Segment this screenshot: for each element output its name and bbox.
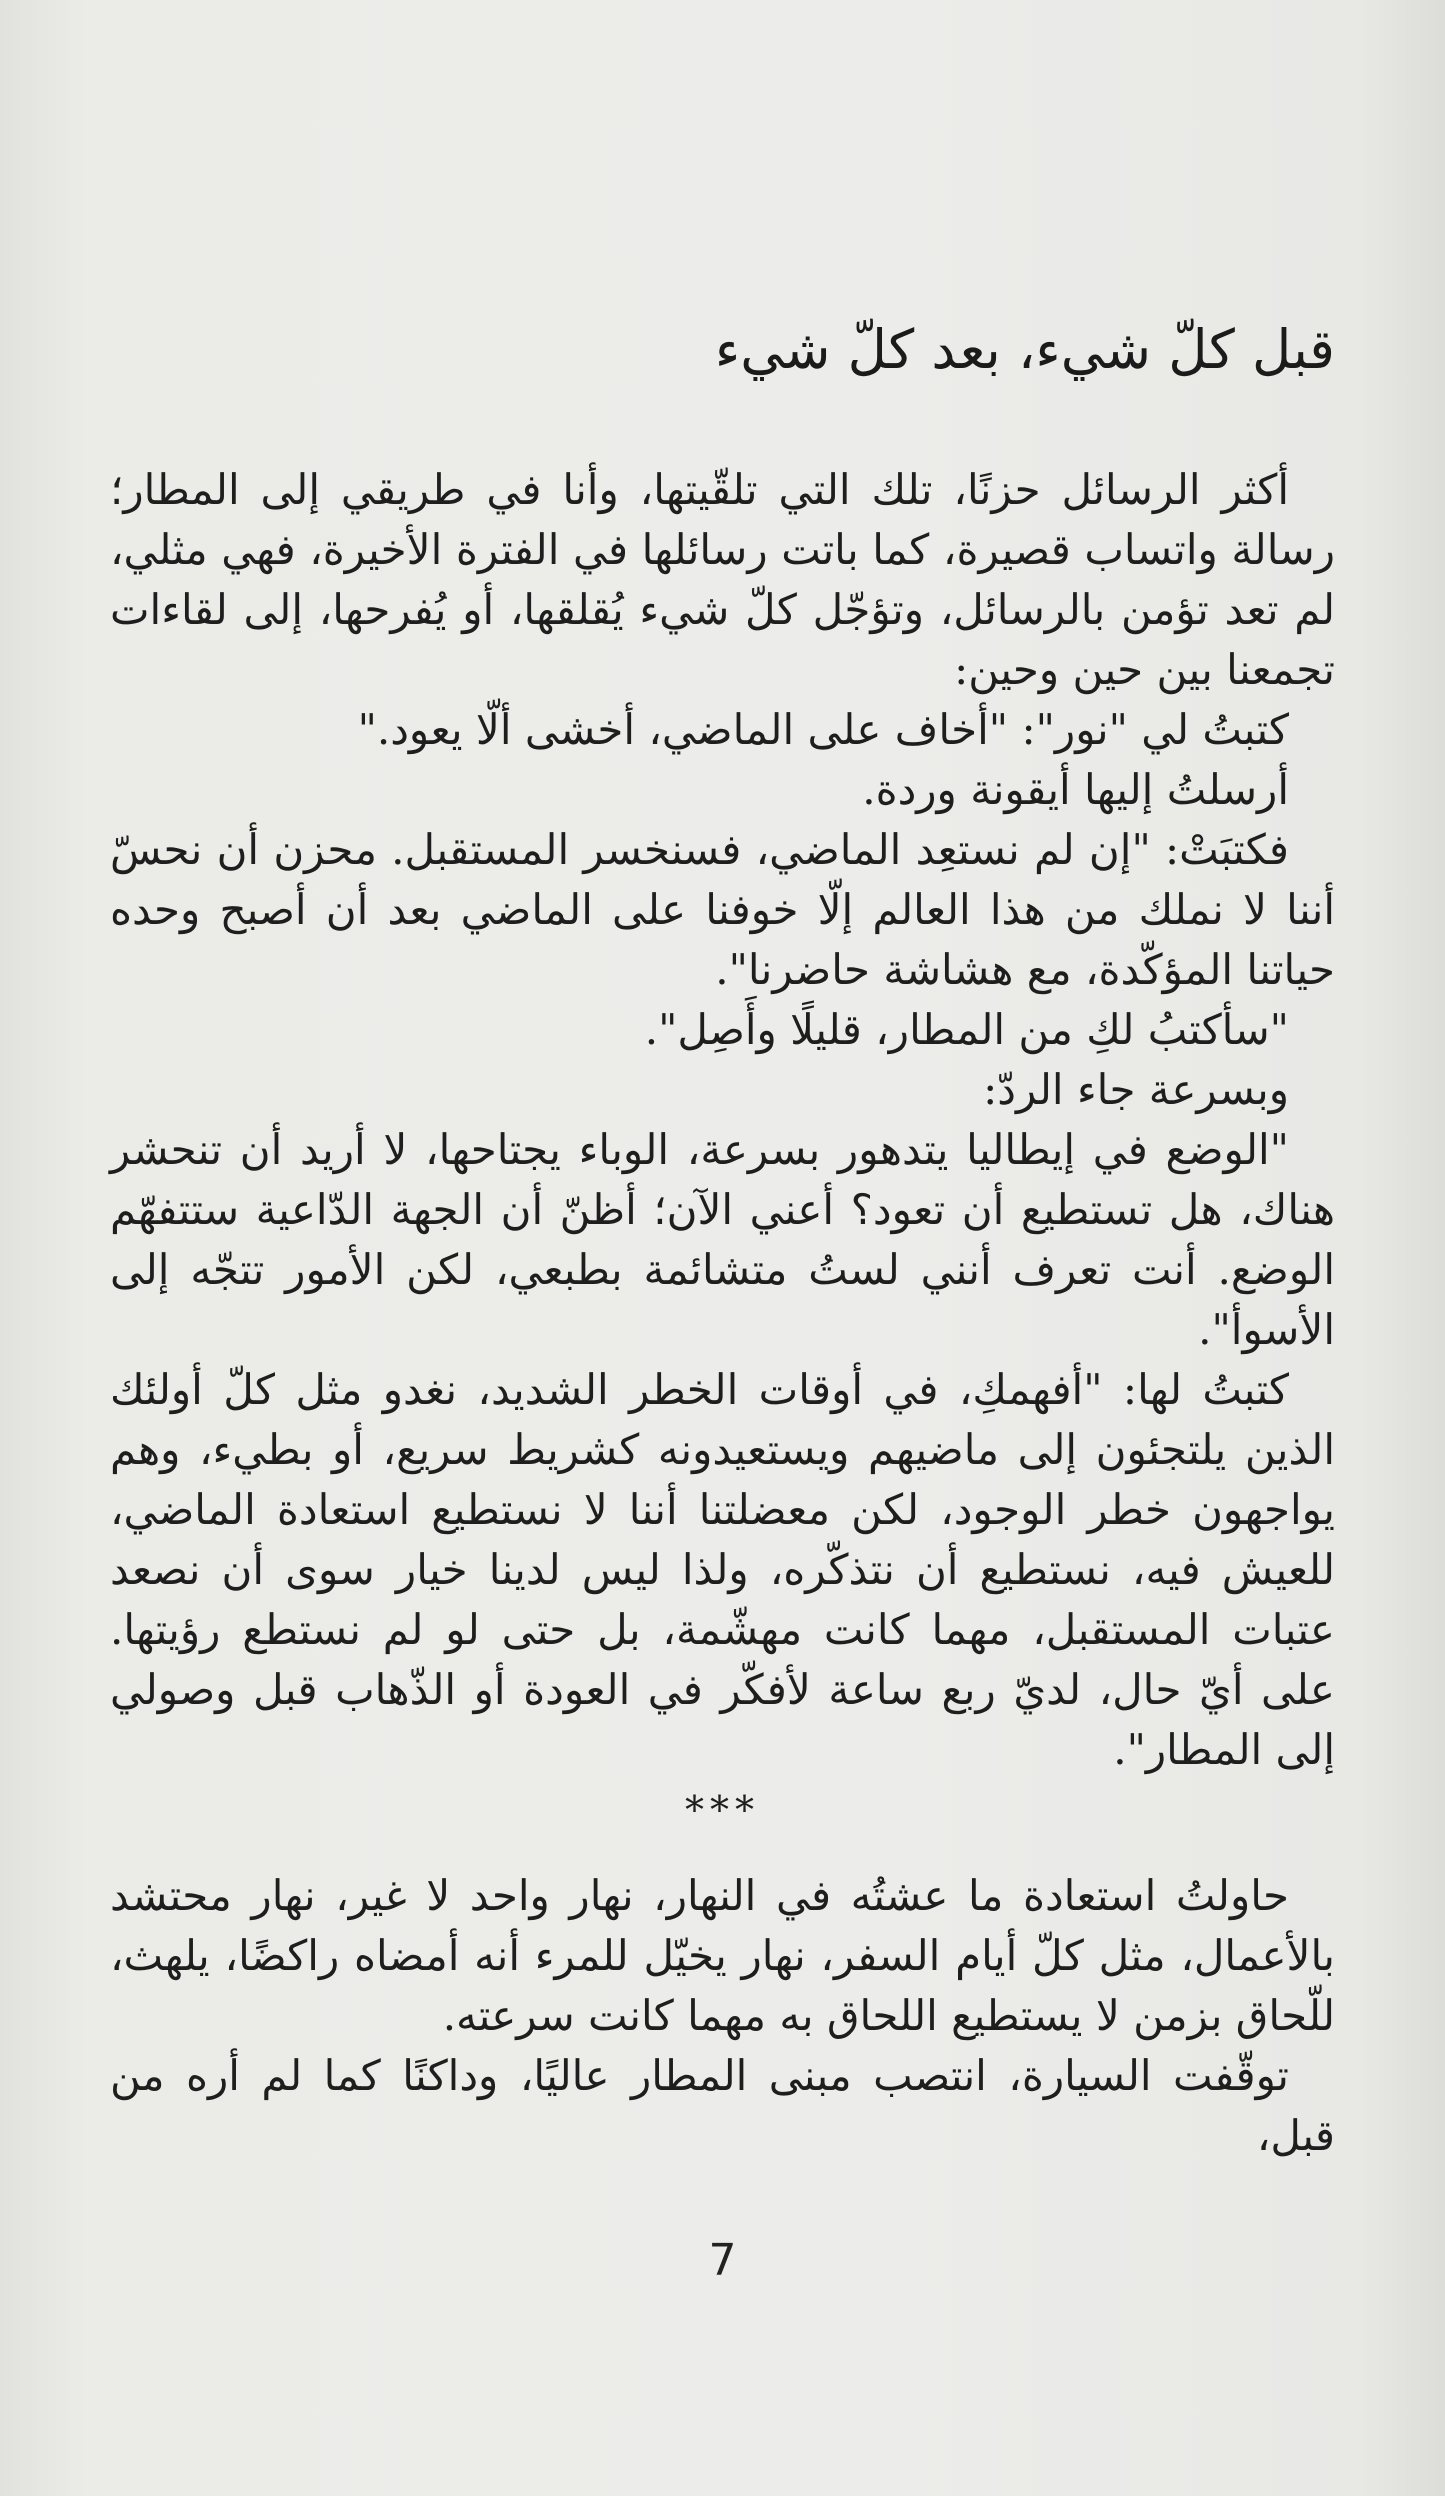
chapter-title: قبل كلّ شيء، بعد كلّ شيء bbox=[714, 318, 1335, 381]
paragraph-nour-message: كتبتُ لي "نور": "أخاف على الماضي، أخشى ألّا يعود." bbox=[357, 705, 1289, 754]
paragraph-intro: أكثر الرسائل حزنًا، تلك التي تلقّيتها، وأنا في طريقي إلى المطار؛ رسالة واتساب قصيرة، كما باتت رسائلها في الفترة الأخيرة، فهي مثلي، لم تعد تؤمن بالرسائل، وتؤجّل كلّ شيء يُقلقها، أو يُفرحها، إلى لقاءات تجمعنا بين حين وحين: bbox=[110, 465, 1335, 694]
section-separator: *** bbox=[685, 1788, 760, 1832]
paragraph-rose-icon: أرسلتُ إليها أيقونة وردة. bbox=[862, 765, 1289, 814]
paragraph-italy-situation: "الوضع في إيطاليا يتدهور بسرعة، الوباء يجتاحها، لا أريد أن تنحشر هناك، هل تستطيع أن تعود؟ أعني الآن؛ أظنّ أن الجهة الدّاعية ستتفهّم الوضع. أنت تعرف أنني لستُ متشائمة بطبعي، لكن الأمور تتجّه إلى الأسوأ". bbox=[110, 1125, 1335, 1354]
paragraph-my-answer: كتبتُ لها: "أفهمكِ، في أوقات الخطر الشديد، نغدو مثل كلّ أولئك الذين يلتجئون إلى ماضيهم ويستعيدونه كشريط سريع، أو بطيء، وهم يواجهون خطر الوجود، لكن معضلتنا أننا لا نستطيع استعادة الماضي، للعيش فيه، نستطيع أن نتذكّره، ولذا ليس لدينا خيار سوى أن نصعد عتبات المستقبل، مهما كانت مهشّمة، بل حتى لو لم نستطع رؤيتها. على أيّ حال، لديّ ربع ساعة لأفكّر في العودة أو الذّهاب قبل وصولي إلى المطار". bbox=[110, 1365, 1335, 1774]
paragraph-airport-note: "سأكتبُ لكِ من المطار، قليلًا وأَصِل". bbox=[644, 1005, 1289, 1054]
paragraph-remembering-day: حاولتُ استعادة ما عشتُه في النهار، نهار واحد لا غير، نهار محتشد بالأعمال، مثل كلّ أيام السفر، نهار يخيّل للمرء أنه أمضاه راكضًا، يلهث، للّحاق بزمن لا يستطيع اللحاق به مهما كانت سرعته. bbox=[110, 1871, 1335, 2040]
page-number: 7 bbox=[708, 2235, 737, 2286]
paragraph-quick-reply: وبسرعة جاء الردّ: bbox=[983, 1065, 1289, 1114]
paragraph-car-stopped: توقّفت السيارة، انتصب مبنى المطار عاليًا، وداكنًا كما لم أره من قبل، bbox=[110, 2051, 1335, 2160]
body-text bbox=[110, 460, 1335, 2166]
paragraph-reply-past: فكتبَتْ: "إن لم نستعِد الماضي، فسنخسر المستقبل. محزن أن نحسّ أننا لا نملك من هذا العالم إلّا خوفنا على الماضي بعد أن أصبح وحده حياتنا المؤكّدة، مع هشاشة حاضرنا". bbox=[110, 825, 1335, 994]
